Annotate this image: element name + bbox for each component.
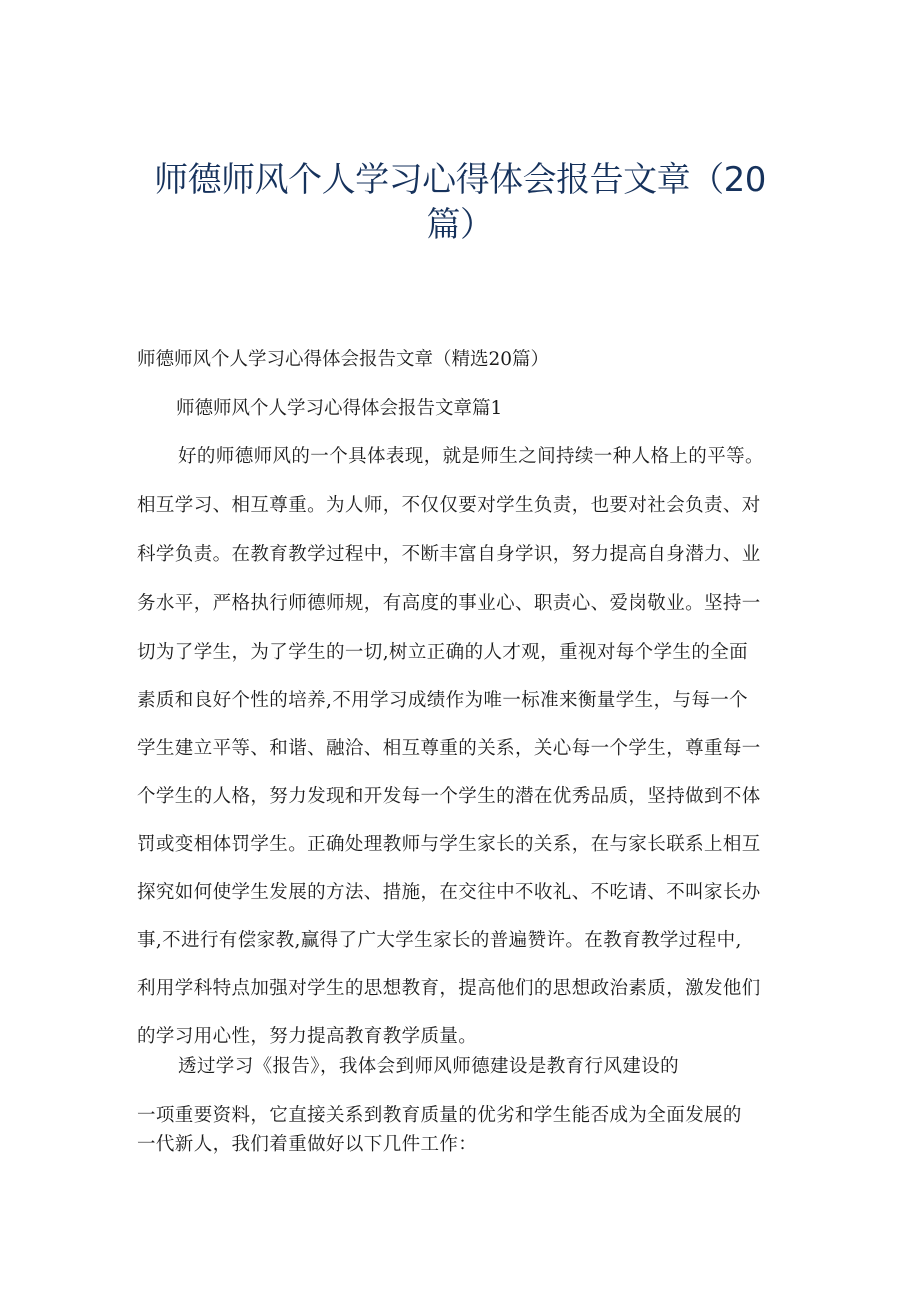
paragraph-line: 利用学科特点加强对学生的思想教育，提高他们的思想政治素质，激发他们 bbox=[137, 978, 761, 999]
paragraph-line: 好的师德师风的一个具体表现，就是师生之间持续一种人格上的平等。 bbox=[178, 446, 764, 467]
document-title-line-1: 师德师风个人学习心得体会报告文章（20 bbox=[154, 160, 766, 200]
document-title-line-2: 篇） bbox=[426, 205, 494, 245]
paragraph-line: 探究如何使学生发展的方法、措施，在交往中不收礼、不吃请、不叫家长办 bbox=[137, 882, 761, 903]
paragraph-line: 相互学习、相互尊重。为人师，不仅仅要对学生负责，也要对社会负责、对 bbox=[137, 495, 761, 516]
paragraph-line: 切为了学生，为了学生的一切,树立正确的人才观，重视对每个学生的全面 bbox=[137, 642, 749, 663]
paragraph-line: 务水平，严格执行师德师规，有高度的事业心、职责心、爱岗敬业。坚持一 bbox=[137, 593, 761, 614]
paragraph-line: 的学习用心性，努力提高教育教学质量。 bbox=[137, 1026, 478, 1047]
paragraph-line: 个学生的人格，努力发现和开发每一个学生的潜在优秀品质，坚持做到不体 bbox=[137, 786, 761, 807]
section-heading: 师德师风个人学习心得体会报告文章篇1 bbox=[176, 398, 503, 419]
paragraph-line: 透过学习《报告》，我体会到师风师德建设是教育行风建设的 bbox=[178, 1056, 680, 1077]
paragraph-line: 素质和良好个性的培养,不用学习成绩作为唯一标准来衡量学生，与每一个 bbox=[137, 690, 749, 711]
paragraph-line: 事,不进行有偿家教,赢得了广大学生家长的普遍赞许。在教育教学过程中, bbox=[137, 930, 742, 951]
paragraph-line: 科学负责。在教育教学过程中，不断丰富自身学识，努力提高自身潜力、业 bbox=[137, 544, 761, 565]
document-subtitle: 师德师风个人学习心得体会报告文章（精选20篇） bbox=[137, 349, 550, 370]
paragraph-line: 学生建立平等、和谐、融洽、相互尊重的关系，关心每一个学生，尊重每一 bbox=[137, 738, 761, 759]
paragraph-line: 一项重要资料，它直接关系到教育质量的优劣和学生能否成为全面发展的 bbox=[137, 1105, 742, 1126]
paragraph-line: 罚或变相体罚学生。正确处理教师与学生家长的关系，在与家长联系上相互 bbox=[137, 834, 761, 855]
paragraph-line: 一代新人，我们着重做好以下几件工作： bbox=[137, 1134, 478, 1155]
